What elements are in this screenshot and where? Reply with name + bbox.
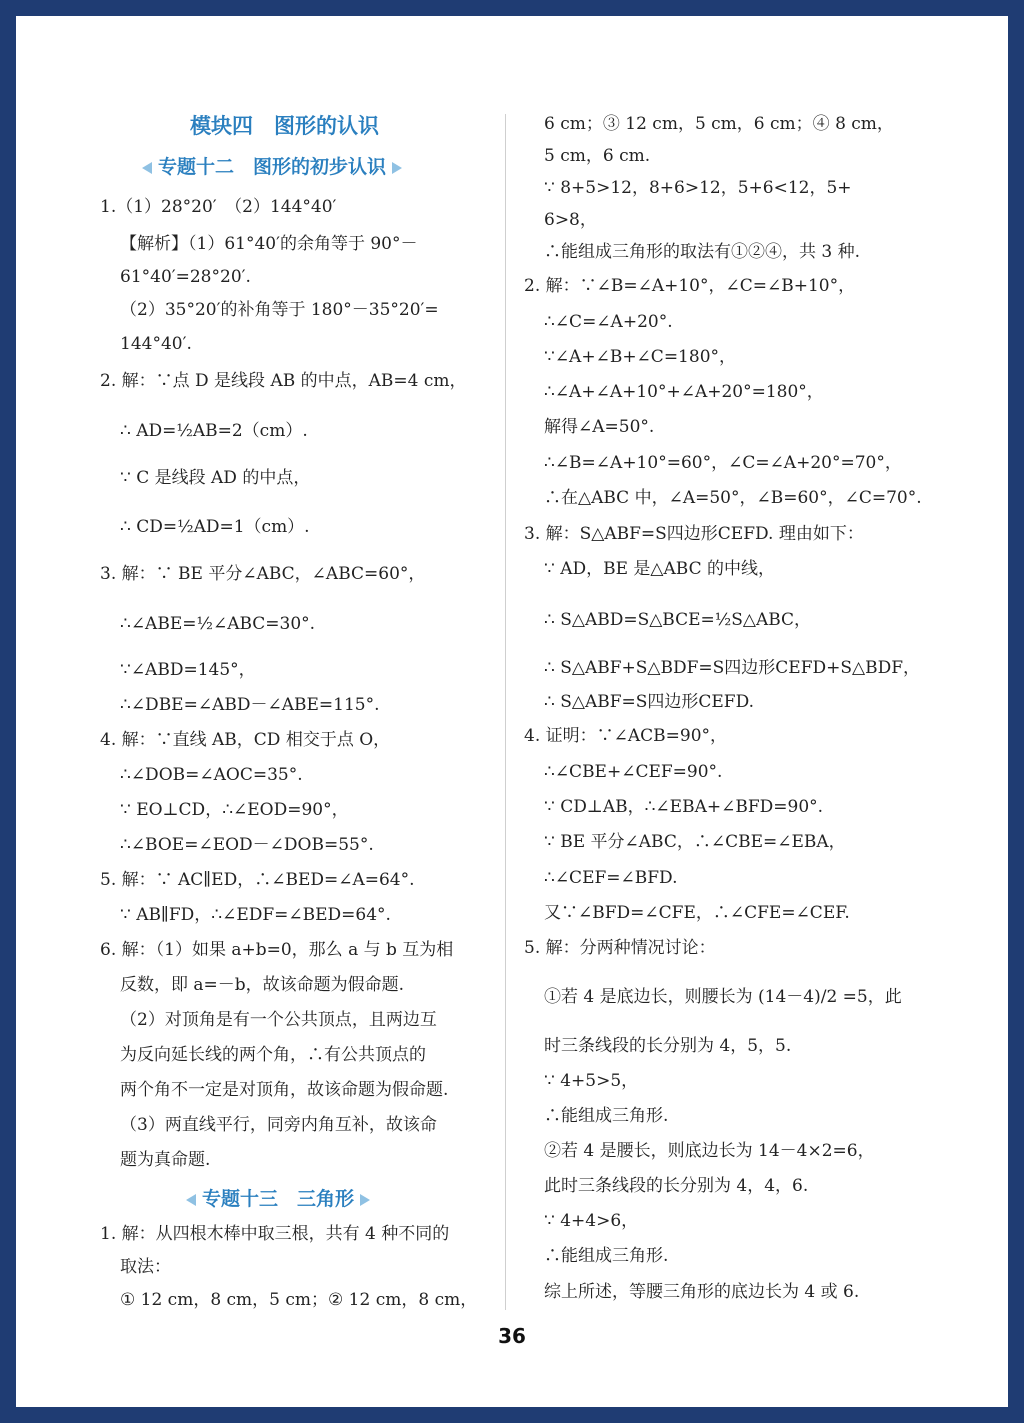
left-line: 6. 解：（1）如果 a+b=0，那么 a 与 b 互为相 [100, 940, 454, 960]
right-line: 6>8， [544, 210, 597, 230]
left-line: 1.（1）28°20′ （2）144°40′ [100, 197, 337, 217]
left-line: ∵∠ABD=145°， [120, 660, 256, 680]
page [16, 16, 1008, 1407]
right-line: 3. 解：S△ABF=S四边形CEFD. 理由如下： [524, 524, 864, 544]
left-line: 2. 解：∵点 D 是线段 AB 的中点，AB=4 cm， [100, 371, 467, 391]
left-line: （2）35°20′的补角等于 180°－35°20′= [120, 300, 439, 320]
right-line: ∴ S△ABF+S△BDF=S四边形CEFD+S△BDF， [544, 658, 921, 678]
left-line: ∴∠ABE=½∠ABC=30°. [120, 614, 316, 634]
right-line: ∵∠A+∠B+∠C=180°， [544, 347, 737, 367]
arrow-left-icon [186, 1194, 196, 1206]
right-line: 5. 解：分两种情况讨论： [524, 938, 716, 958]
right-line: ∵ AD，BE 是△ABC 的中线， [544, 559, 776, 579]
right-line: ∴∠A+∠A+10°+∠A+20°=180°， [544, 382, 824, 402]
topic12-title-text: 专题十二 图形的初步认识 [158, 156, 387, 178]
right-line: ∴ S△ABD=S△BCE=½S△ABC， [544, 610, 812, 630]
left-line: （3）两直线平行，同旁内角互补，故该命 [120, 1115, 437, 1135]
right-line: 解得∠A=50°. [544, 417, 655, 437]
left-line: ∵ EO⊥CD，∴∠EOD=90°， [120, 800, 349, 820]
right-line: 2. 解：∵∠B=∠A+10°，∠C=∠B+10°， [524, 276, 856, 296]
left-line: 1. 解：从四根木棒中取三根，共有 4 种不同的 [100, 1224, 450, 1244]
arrow-left-icon [142, 162, 152, 174]
right-line: 5 cm，6 cm. [544, 146, 651, 166]
topic12-title [142, 152, 402, 179]
module-title: 模块四 图形的认识 [190, 114, 379, 138]
left-line: 【解析】（1）61°40′的余角等于 90°－ [120, 234, 418, 254]
left-line: ∴∠DBE=∠ABD－∠ABE=115°. [120, 695, 380, 715]
right-line: 又∵∠BFD=∠CFE，∴∠CFE=∠CEF. [544, 903, 850, 923]
left-line: ∴∠DOB=∠AOC=35°. [120, 765, 303, 785]
right-line: 4. 证明：∵∠ACB=90°， [524, 726, 728, 746]
left-line: 144°40′. [120, 334, 192, 354]
right-line: ∵ BE 平分∠ABC，∴∠CBE=∠EBA， [544, 832, 846, 852]
right-line: ∵ 8+5>12，8+6>12，5+6<12，5+ [544, 178, 852, 198]
left-line: 题为真命题. [120, 1150, 211, 1170]
right-line: ∴能组成三角形. [544, 1106, 669, 1126]
page-number: 36 [498, 1324, 526, 1348]
left-line: 反数，即 a=－b，故该命题为假命题. [120, 975, 405, 995]
right-line: ∴能组成三角形. [544, 1246, 669, 1266]
left-line: 5. 解：∵ AC∥ED，∴∠BED=∠A=64°. [100, 870, 415, 890]
right-line: ∴∠C=∠A+20°. [544, 312, 673, 332]
right-line: ∴能组成三角形的取法有①②④，共 3 种. [544, 242, 861, 262]
right-line: 综上所述，等腰三角形的底边长为 4 或 6. [544, 1282, 860, 1302]
left-line: ∴ AD=½AB=2（cm）. [120, 421, 308, 441]
right-line: ②若 4 是腰长，则底边长为 14－4×2=6， [544, 1141, 875, 1161]
right-line: 时三条线段的长分别为 4，5，5. [544, 1036, 792, 1056]
left-line: ① 12 cm，8 cm，5 cm；② 12 cm，8 cm， [120, 1290, 478, 1310]
left-line: （2）对顶角是有一个公共顶点，且两边互 [120, 1010, 437, 1030]
left-line: 4. 解：∵直线 AB，CD 相交于点 O， [100, 730, 391, 750]
right-line: ∵ 4+4>6， [544, 1211, 639, 1231]
left-line: 两个角不一定是对顶角，故该命题为假命题. [120, 1080, 449, 1100]
left-line: ∴ CD=½AD=1（cm）. [120, 517, 310, 537]
right-line: ∴ S△ABF=S四边形CEFD. [544, 692, 755, 712]
arrow-right-icon [360, 1194, 370, 1206]
left-line: ∵ C 是线段 AD 的中点， [120, 468, 311, 488]
right-line: ∴∠CBE+∠CEF=90°. [544, 762, 723, 782]
column-divider [505, 114, 506, 1310]
right-line: ∴∠CEF=∠BFD. [544, 868, 678, 888]
left-line: ∵ AB∥FD，∴∠EDF=∠BED=64°. [120, 905, 391, 925]
left-line: ∴∠BOE=∠EOD－∠DOB=55°. [120, 835, 374, 855]
right-line: ∵ CD⊥AB，∴∠EBA+∠BFD=90°. [544, 797, 824, 817]
left-line: 3. 解：∵ BE 平分∠ABC，∠ABC=60°， [100, 564, 426, 584]
left-line: 61°40′=28°20′. [120, 267, 251, 287]
right-line: ∴∠B=∠A+10°=60°，∠C=∠A+20°=70°， [544, 453, 902, 473]
topic13-title-text: 专题十三 三角形 [202, 1188, 355, 1210]
arrow-right-icon [392, 162, 402, 174]
right-line: ①若 4 是底边长，则腰长为 (14－4)/2 =5，此 [544, 987, 902, 1007]
left-line: 取法： [120, 1257, 171, 1277]
right-line: ∵ 4+5>5， [544, 1071, 639, 1091]
right-line: 6 cm；③ 12 cm，5 cm，6 cm；④ 8 cm， [544, 114, 894, 134]
right-line: ∴在△ABC 中，∠A=50°，∠B=60°，∠C=70°. [544, 488, 922, 508]
left-line: 为反向延长线的两个角，∴有公共顶点的 [120, 1045, 426, 1065]
topic13-title [186, 1184, 370, 1211]
right-line: 此时三条线段的长分别为 4，4，6. [544, 1176, 809, 1196]
